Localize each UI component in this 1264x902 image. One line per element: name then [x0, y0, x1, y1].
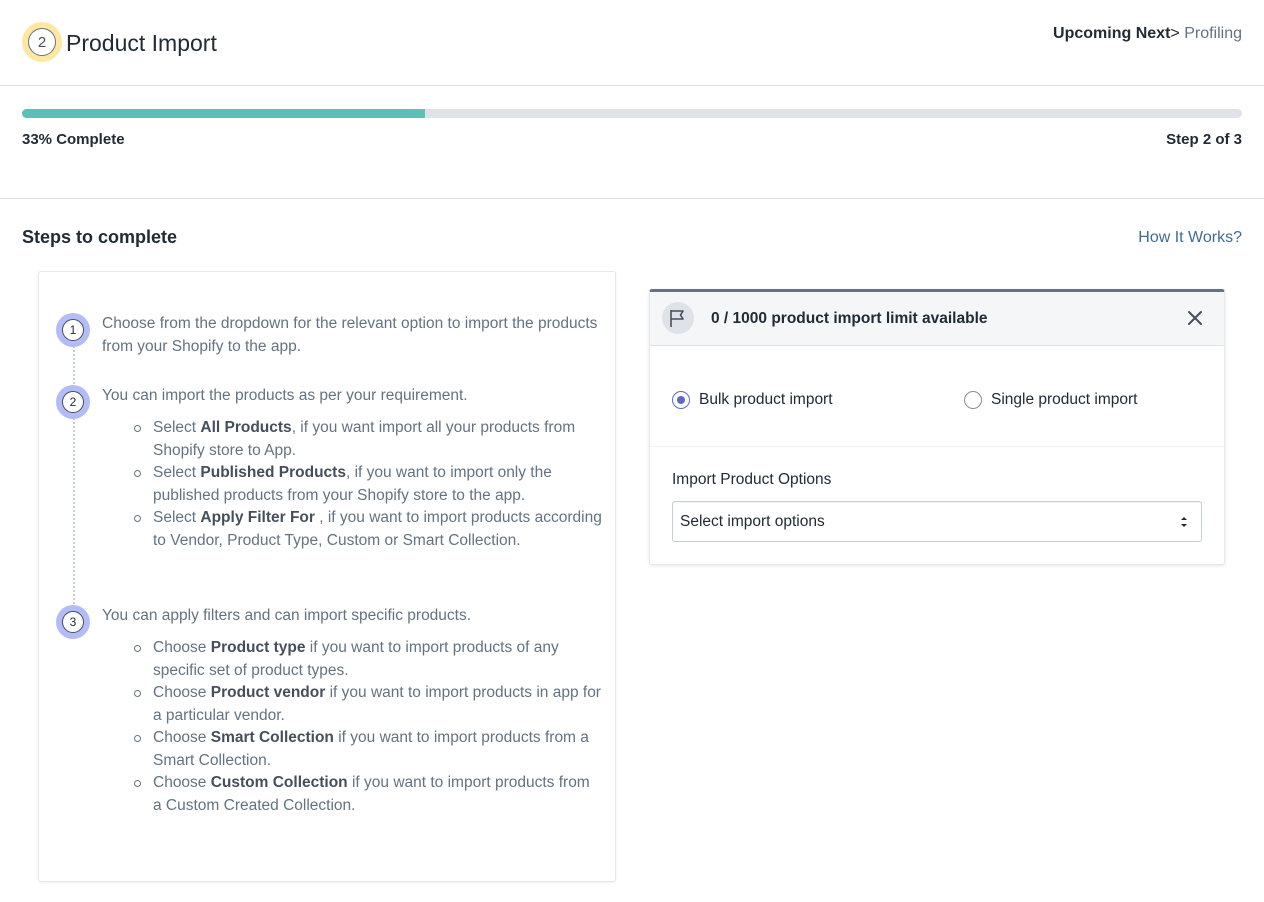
close-icon[interactable]	[1184, 307, 1206, 329]
steps-heading: Steps to complete	[22, 227, 178, 247]
step-2-marker	[56, 385, 90, 419]
step-3-marker	[56, 605, 90, 639]
current-step-number: 2	[28, 28, 56, 56]
step-1-marker	[56, 313, 90, 347]
progress-section	[0, 86, 1264, 199]
select-value: Select import options	[680, 512, 825, 530]
progress-percent-label: 33% Complete	[22, 131, 125, 148]
list-item: Select Published Products, if you want to import only the published products from your Shopify store to the app.	[153, 462, 602, 507]
import-card	[649, 289, 1225, 565]
upcoming-step: Profiling	[1184, 25, 1242, 42]
radio-button-checked[interactable]	[672, 391, 690, 409]
list-item: Select Apply Filter For , if you want to import products according to Vendor, Product Type, Custom or Smart Collection.	[153, 507, 602, 552]
step-2-bullets	[102, 417, 602, 552]
upcoming-next	[1053, 24, 1242, 44]
import-type-options	[650, 346, 1224, 447]
import-limit-text: 0 / 1000 product import limit available	[711, 310, 988, 327]
import-options-select[interactable]	[672, 501, 1202, 542]
bulk-import-radio[interactable]	[672, 391, 833, 409]
list-item: Choose Product vendor if you want to import products in app for a particular vendor.	[153, 682, 602, 727]
timeline-connector	[73, 335, 75, 615]
select-caret-icon	[1179, 514, 1189, 530]
import-card-header	[650, 292, 1224, 346]
import-options-label: Import Product Options	[672, 471, 832, 488]
list-item: Choose Product type if you want to import products of any specific set of product types.	[153, 637, 602, 682]
step-counter: Step 2 of 3	[1166, 131, 1242, 148]
progress-bar	[22, 109, 1242, 118]
step-2-text: You can import the products as per your requirement.	[102, 387, 468, 404]
step-3-bullets	[102, 637, 602, 817]
bulk-import-label: Bulk product import	[699, 391, 833, 408]
step-1-text: Choose from the dropdown for the relevant option to import the products from your Shopify to the app.	[102, 315, 598, 355]
page-title: Product Import	[66, 30, 217, 56]
how-it-works-link[interactable]: How It Works?	[1138, 229, 1242, 246]
current-step-badge	[22, 22, 62, 62]
step-3-content	[102, 604, 602, 817]
step-1-content	[102, 312, 602, 358]
step-1-number: 1	[62, 319, 84, 341]
upcoming-label: Upcoming Next	[1053, 25, 1171, 42]
step-3-number: 3	[62, 611, 84, 633]
step-2-number: 2	[62, 391, 84, 413]
flag-icon	[662, 302, 694, 334]
list-item: Choose Smart Collection if you want to import products from a Smart Collection.	[153, 727, 602, 772]
single-import-label: Single product import	[991, 391, 1138, 408]
progress-bar-fill	[22, 109, 425, 118]
single-import-radio[interactable]	[964, 391, 1137, 409]
list-item: Select All Products, if you want import all your products from Shopify store to App.	[153, 417, 602, 462]
upcoming-arrow: >	[1170, 25, 1180, 42]
list-item: Choose Custom Collection if you want to import products from a Custom Created Collection.	[153, 772, 602, 817]
step-3-text: You can apply filters and can import specific products.	[102, 607, 472, 624]
radio-button[interactable]	[964, 391, 982, 409]
page-header	[0, 0, 1264, 86]
step-2-content	[102, 384, 602, 552]
